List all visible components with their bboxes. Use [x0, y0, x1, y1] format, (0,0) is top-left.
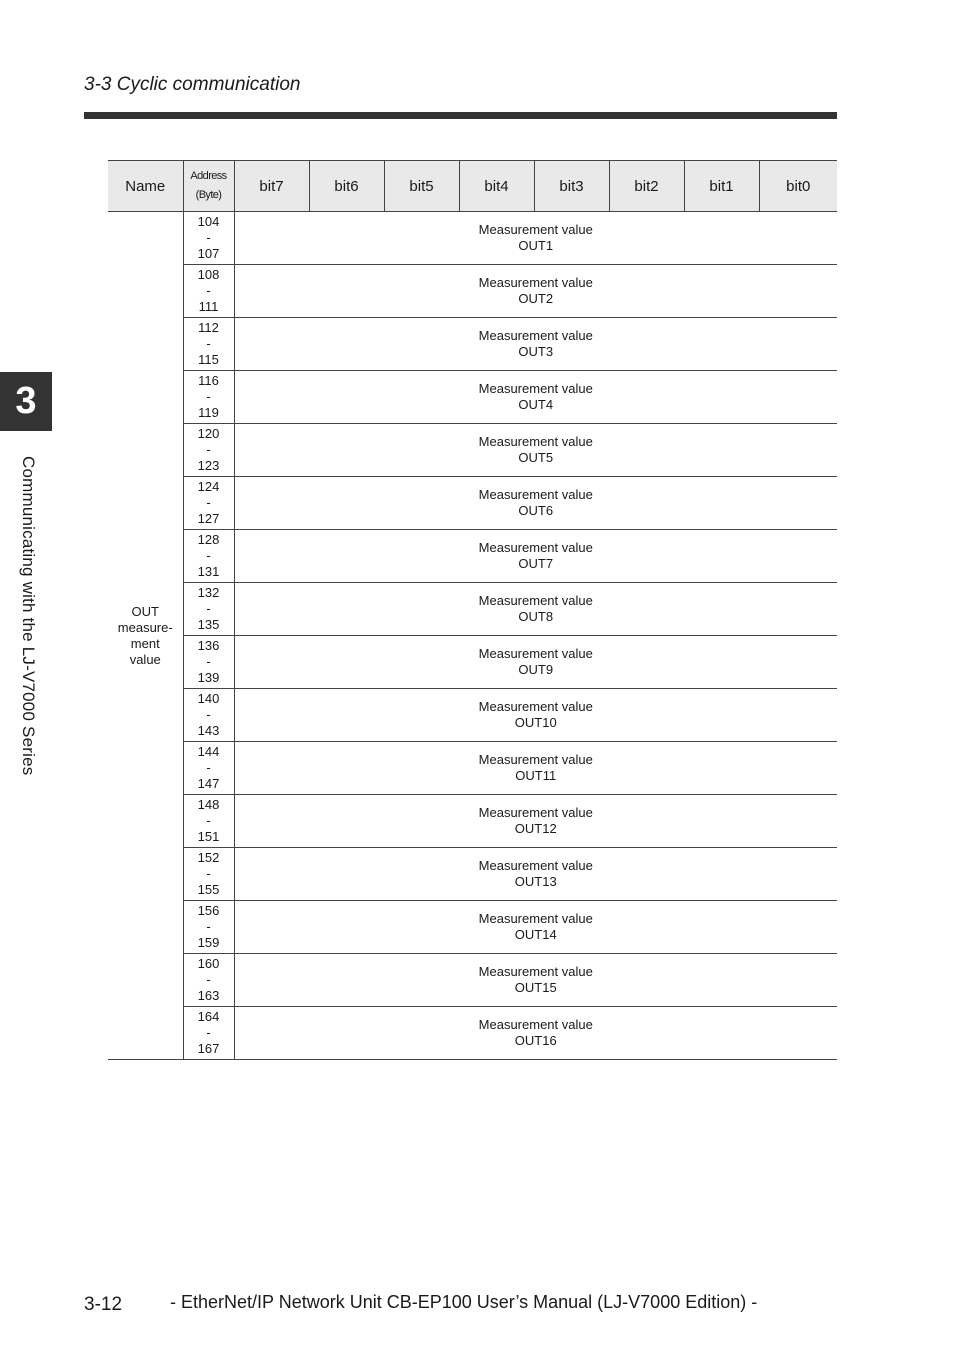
- address-end: 111: [198, 299, 219, 314]
- value-output: OUT16: [514, 1033, 557, 1048]
- value-label: Measurement value: [478, 487, 593, 502]
- header-bit2: bit2: [609, 161, 684, 212]
- header-bit0: bit0: [759, 161, 837, 212]
- table-row: [108, 212, 837, 265]
- address-cell: [183, 477, 234, 530]
- value-label: Measurement value: [478, 328, 593, 343]
- value-cell: [234, 742, 837, 795]
- header-address: [183, 161, 234, 212]
- address-end: 159: [197, 935, 220, 950]
- table-row: [108, 477, 837, 530]
- address-cell: [183, 901, 234, 954]
- address-start: 104: [197, 214, 220, 229]
- value-label: Measurement value: [478, 434, 593, 449]
- address-separator: -: [206, 972, 211, 987]
- address-separator: -: [206, 230, 211, 245]
- address-cell: [183, 424, 234, 477]
- address-start: 128: [197, 532, 220, 547]
- page-number: 3-12: [84, 1294, 123, 1315]
- address-start: 140: [197, 691, 220, 706]
- address-separator: -: [206, 654, 211, 669]
- value-cell: [234, 1007, 837, 1060]
- table-row: [108, 424, 837, 477]
- table-row: [108, 954, 837, 1007]
- address-cell: [183, 583, 234, 636]
- table-row: [108, 795, 837, 848]
- value-cell: [234, 636, 837, 689]
- header-bit3: bit3: [534, 161, 609, 212]
- header-bit6: bit6: [309, 161, 384, 212]
- address-separator: -: [206, 1025, 211, 1040]
- value-output: OUT7: [518, 556, 554, 571]
- address-start: 120: [197, 426, 220, 441]
- header-address-line2: (Byte): [195, 189, 222, 201]
- address-cell: [183, 848, 234, 901]
- address-cell: [183, 371, 234, 424]
- value-label: Measurement value: [478, 699, 593, 714]
- address-cell: [183, 212, 234, 265]
- table-row: [108, 371, 837, 424]
- address-separator: -: [206, 919, 211, 934]
- address-end: 115: [198, 352, 219, 367]
- value-cell: [234, 795, 837, 848]
- value-label: Measurement value: [478, 646, 593, 661]
- header-bit5: bit5: [384, 161, 459, 212]
- header-name: Name: [108, 161, 183, 212]
- address-separator: -: [206, 495, 211, 510]
- address-cell: [183, 318, 234, 371]
- value-output: OUT13: [514, 874, 557, 889]
- table-row: [108, 742, 837, 795]
- value-output: OUT4: [518, 397, 554, 412]
- group-name-line: measure-: [117, 619, 173, 635]
- value-output: OUT9: [518, 662, 554, 677]
- address-end: 167: [197, 1041, 220, 1056]
- value-cell: [234, 265, 837, 318]
- address-cell: [183, 954, 234, 1007]
- address-start: 148: [197, 797, 220, 812]
- header-address-line1: Address: [190, 170, 227, 182]
- address-separator: -: [206, 866, 211, 881]
- value-output: OUT15: [514, 980, 557, 995]
- address-separator: -: [206, 601, 211, 616]
- header-bit1: bit1: [684, 161, 759, 212]
- address-end: 107: [197, 246, 220, 261]
- value-label: Measurement value: [478, 858, 593, 873]
- value-label: Measurement value: [478, 381, 593, 396]
- address-separator: -: [206, 442, 211, 457]
- value-cell: [234, 901, 837, 954]
- table-header-row: [108, 161, 837, 212]
- address-start: 144: [197, 744, 220, 759]
- value-output: OUT2: [518, 291, 554, 306]
- value-cell: [234, 212, 837, 265]
- address-separator: -: [206, 283, 211, 298]
- table-row: [108, 901, 837, 954]
- value-label: Measurement value: [478, 275, 593, 290]
- value-cell: [234, 848, 837, 901]
- address-cell: [183, 636, 234, 689]
- value-label: Measurement value: [478, 752, 593, 767]
- value-cell: [234, 689, 837, 742]
- address-cell: [183, 530, 234, 583]
- value-cell: [234, 424, 837, 477]
- value-label: Measurement value: [478, 593, 593, 608]
- address-end: 135: [197, 617, 220, 632]
- address-end: 155: [197, 882, 220, 897]
- address-separator: -: [206, 760, 211, 775]
- address-separator: -: [206, 548, 211, 563]
- value-cell: [234, 583, 837, 636]
- header-bit4: bit4: [459, 161, 534, 212]
- value-label: Measurement value: [478, 964, 593, 979]
- chapter-side-title: Communicating with the LJ-V7000 Series: [19, 456, 38, 776]
- address-start: 124: [197, 479, 220, 494]
- address-end: 163: [197, 988, 220, 1003]
- address-separator: -: [206, 336, 211, 351]
- table-row: [108, 636, 837, 689]
- address-start: 112: [198, 320, 219, 335]
- address-start: 132: [197, 585, 220, 600]
- section-title: 3-3 Cyclic communication: [84, 74, 301, 95]
- table-row: [108, 689, 837, 742]
- address-end: 143: [197, 723, 220, 738]
- group-name-line: ment: [130, 635, 160, 651]
- address-start: 160: [197, 956, 220, 971]
- value-output: OUT10: [514, 715, 557, 730]
- value-output: OUT1: [518, 238, 554, 253]
- value-label: Measurement value: [478, 1017, 593, 1032]
- address-end: 151: [197, 829, 220, 844]
- address-start: 164: [197, 1009, 220, 1024]
- address-cell: [183, 795, 234, 848]
- address-end: 119: [198, 405, 219, 420]
- address-cell: [183, 689, 234, 742]
- address-start: 156: [197, 903, 220, 918]
- value-cell: [234, 477, 837, 530]
- address-start: 152: [197, 850, 220, 865]
- address-end: 131: [197, 564, 220, 579]
- address-separator: -: [206, 813, 211, 828]
- address-end: 123: [197, 458, 220, 473]
- value-output: OUT5: [518, 450, 554, 465]
- address-end: 127: [197, 511, 220, 526]
- address-cell: [183, 1007, 234, 1060]
- value-cell: [234, 954, 837, 1007]
- group-name-cell: [108, 212, 183, 1060]
- address-start: 116: [198, 373, 219, 388]
- value-cell: [234, 371, 837, 424]
- value-output: OUT11: [515, 768, 557, 783]
- address-separator: -: [206, 707, 211, 722]
- chapter-number-tab: 3: [0, 372, 52, 431]
- value-label: Measurement value: [478, 805, 593, 820]
- value-cell: [234, 530, 837, 583]
- manual-title: - EtherNet/IP Network Unit CB-EP100 User’s Manual (LJ-V7000 Edition) -: [170, 1292, 758, 1312]
- table-row: [108, 583, 837, 636]
- value-output: OUT6: [518, 503, 554, 518]
- value-output: OUT14: [514, 927, 557, 942]
- address-cell: [183, 265, 234, 318]
- value-output: OUT8: [518, 609, 554, 624]
- value-cell: [234, 318, 837, 371]
- address-separator: -: [206, 389, 211, 404]
- title-divider: [84, 112, 837, 119]
- address-cell: [183, 742, 234, 795]
- table-row: [108, 1007, 837, 1060]
- address-start: 136: [197, 638, 220, 653]
- group-name-line: OUT: [131, 603, 159, 619]
- header-bit7: bit7: [234, 161, 309, 212]
- table-row: [108, 848, 837, 901]
- value-output: OUT3: [518, 344, 554, 359]
- value-output: OUT12: [514, 821, 557, 836]
- address-start: 108: [197, 267, 220, 282]
- address-end: 139: [197, 670, 220, 685]
- value-label: Measurement value: [478, 222, 593, 237]
- value-label: Measurement value: [478, 540, 593, 555]
- group-name-line: value: [129, 651, 161, 667]
- table-row: [108, 265, 837, 318]
- table-row: [108, 318, 837, 371]
- value-label: Measurement value: [478, 911, 593, 926]
- address-end: 147: [197, 776, 220, 791]
- register-map-table: [108, 160, 837, 1060]
- table-row: [108, 530, 837, 583]
